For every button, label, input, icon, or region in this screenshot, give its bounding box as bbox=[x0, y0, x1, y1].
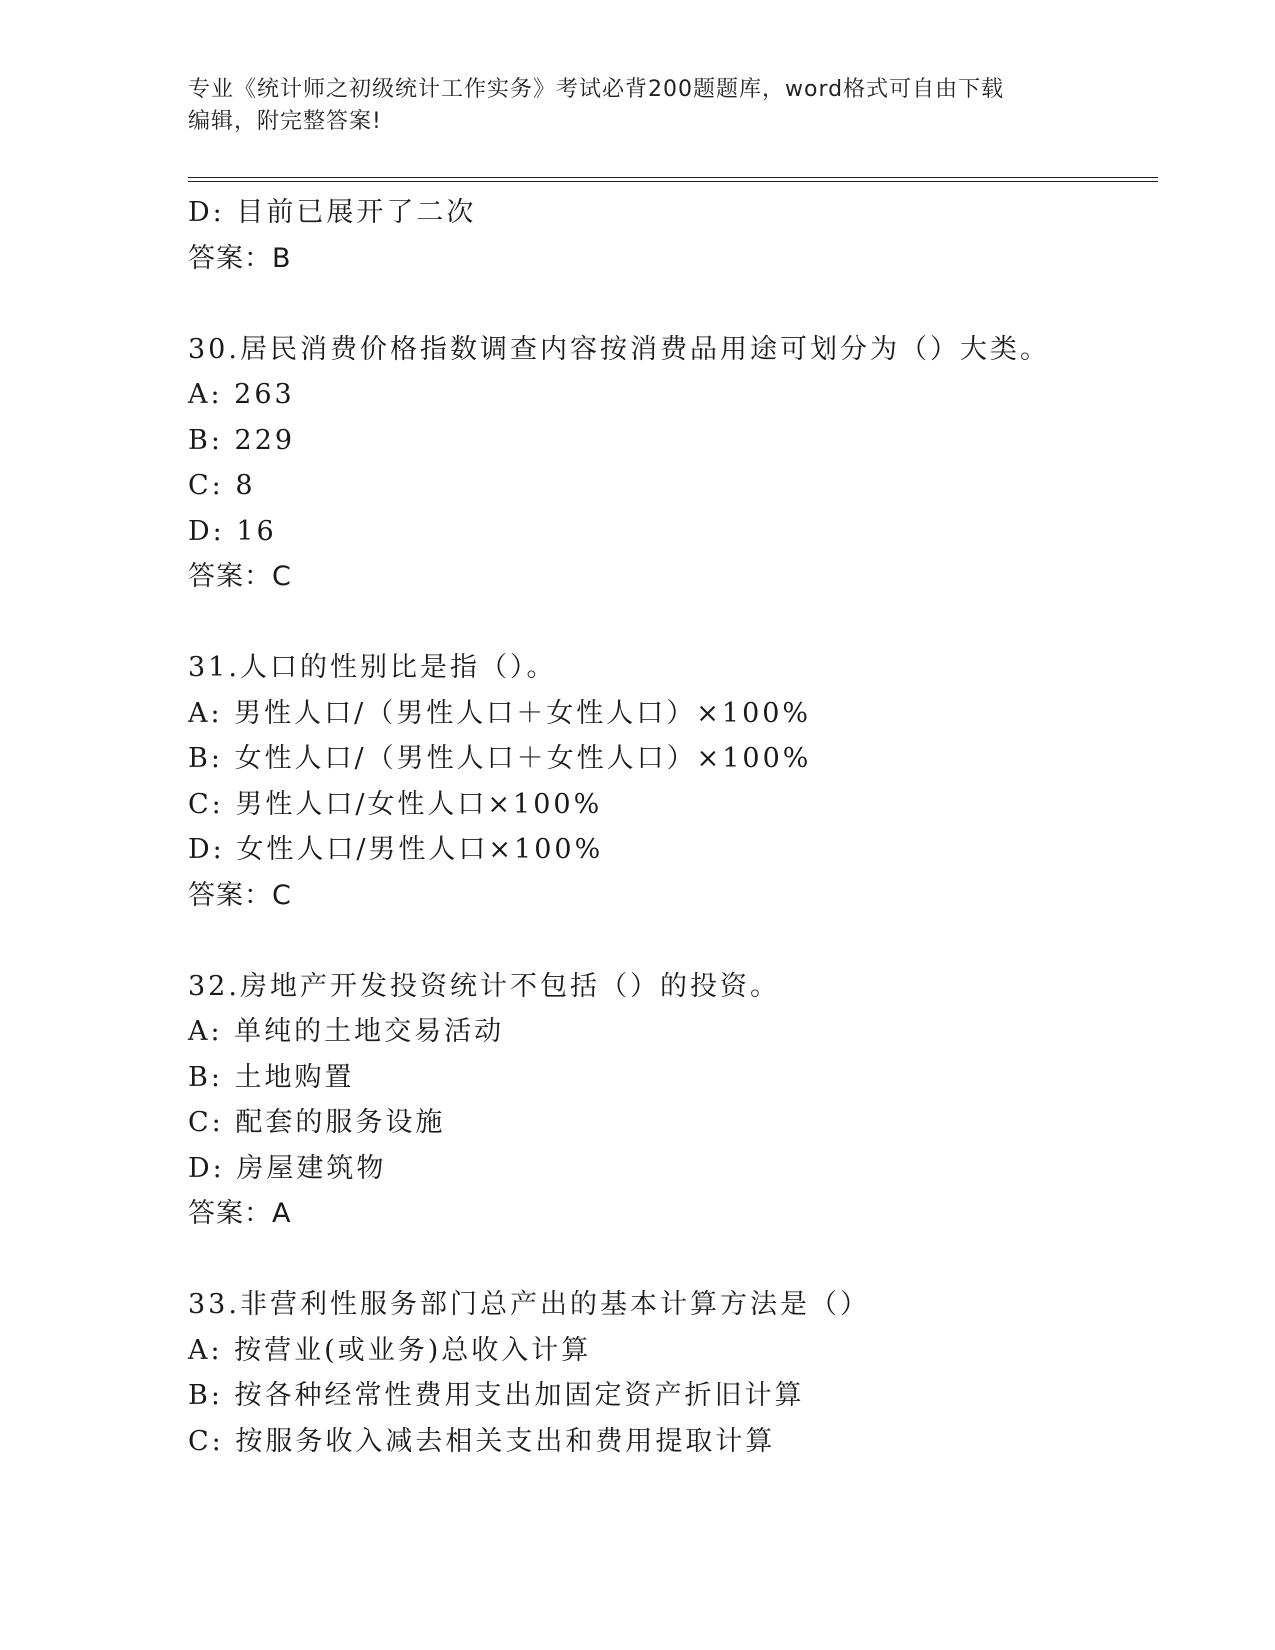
question-text: 33.非营利性服务部门总产出的基本计算方法是（） bbox=[188, 1289, 870, 1320]
answer-text: 答案：B bbox=[188, 242, 292, 274]
block-spacer bbox=[188, 600, 1168, 646]
answer-text: 答案：C bbox=[188, 879, 292, 911]
answer-text: 答案：C bbox=[188, 561, 292, 592]
answer-text: 答案：A bbox=[188, 1198, 292, 1229]
question-block bbox=[188, 327, 1168, 600]
option-text: B: 土地购置 bbox=[188, 1061, 355, 1093]
header-title-line-2: 编辑，附完整答案! bbox=[188, 109, 382, 134]
option-text: B: 女性人口/（男性人口＋女性人口）×100% bbox=[188, 743, 812, 774]
option-text: A: 263 bbox=[188, 379, 295, 410]
option-text: A: 按营业(或业务)总收入计算 bbox=[188, 1334, 592, 1366]
question-text: 32.房地产开发投资统计不包括（）的投资。 bbox=[188, 970, 780, 1002]
option-text: B: 按各种经常性费用支出加固定资产折旧计算 bbox=[188, 1380, 805, 1411]
question-text: 31.人口的性别比是指（）。 bbox=[188, 652, 557, 683]
option-text: D: 目前已展开了二次 bbox=[188, 197, 477, 228]
block-spacer bbox=[188, 1237, 1168, 1283]
option-text: A: 男性人口/（男性人口＋女性人口）×100% bbox=[188, 697, 812, 729]
option-text: D: 女性人口/男性人口×100% bbox=[188, 834, 604, 865]
question-block bbox=[188, 964, 1168, 1237]
option-text: D: 16 bbox=[188, 515, 277, 547]
option-text: C: 按服务收入减去相关支出和费用提取计算 bbox=[188, 1425, 776, 1457]
header-divider-bottom bbox=[188, 181, 1158, 182]
option-text: C: 8 bbox=[188, 470, 256, 501]
option-text: C: 配套的服务设施 bbox=[188, 1107, 446, 1138]
block-spacer bbox=[188, 918, 1168, 964]
document-header bbox=[188, 74, 1088, 138]
option-text: B: 229 bbox=[188, 424, 296, 456]
header-title-line-1: 专业《统计师之初级统计工作实务》考试必背200题题库，word格式可自由下载 bbox=[188, 77, 1005, 102]
question-block bbox=[188, 645, 1168, 918]
block-spacer bbox=[188, 281, 1168, 327]
question-list bbox=[188, 190, 1168, 1464]
question-block bbox=[188, 1282, 1168, 1464]
header-divider-top bbox=[188, 177, 1158, 178]
option-text: C: 男性人口/女性人口×100% bbox=[188, 788, 603, 820]
question-text: 30.居民消费价格指数调查内容按消费品用途可划分为（）大类。 bbox=[188, 333, 1050, 365]
question-block bbox=[188, 190, 1168, 281]
option-text: D: 房屋建筑物 bbox=[188, 1152, 387, 1184]
option-text: A: 单纯的土地交易活动 bbox=[188, 1016, 505, 1047]
